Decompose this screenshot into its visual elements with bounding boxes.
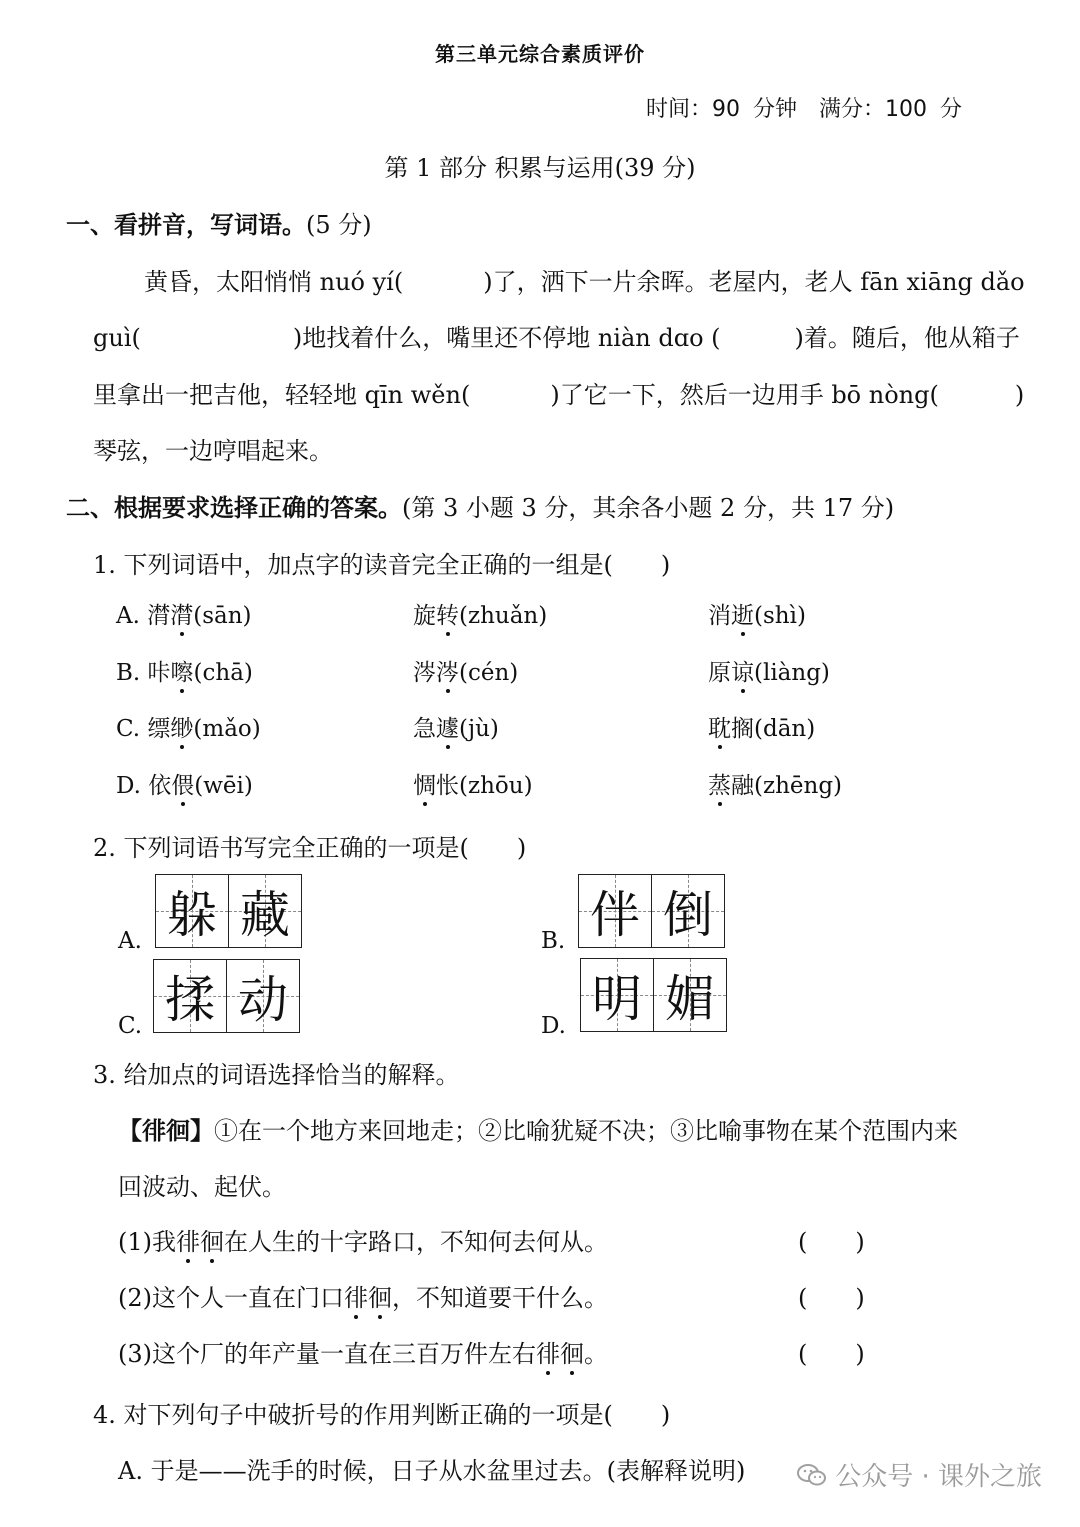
- q1-label: D.: [116, 773, 141, 799]
- q3-term: 【徘徊】: [118, 1117, 214, 1145]
- q3-dotted-char: 徘: [176, 1228, 200, 1256]
- q1-b-word2: [413, 654, 518, 687]
- q1-label: C.: [116, 716, 141, 742]
- q1-option-b[interactable]: [116, 654, 253, 687]
- q2-char: 动: [238, 971, 288, 1029]
- q1-dotted-char: 耽: [708, 716, 731, 742]
- exam-time-score: 时间：90 分钟 满分：100 分: [646, 97, 962, 122]
- s1-l2a: guì(: [93, 324, 141, 352]
- watermark-text: 公众号 · 课外之旅: [835, 1462, 1042, 1492]
- tianzige-cell: [581, 959, 653, 1031]
- q2-option-a-grid[interactable]: [155, 874, 302, 948]
- q1-pinyin: (chā): [193, 660, 253, 686]
- tianzige-cell: [228, 875, 301, 947]
- section2-heading: [66, 488, 894, 523]
- q1-pinyin: (cén): [459, 660, 519, 686]
- q1-char: 潸: [147, 603, 171, 629]
- s1-l2b: )地找着什么，嘴里还不停地 niàn dɑo (: [292, 324, 721, 352]
- q1-char: 依: [148, 773, 172, 799]
- q1-char: 旋: [413, 603, 436, 629]
- q1-pinyin: (mǎo): [193, 716, 261, 742]
- s1-l3b: )了它一下，然后一边用手 bō nòng(: [550, 381, 939, 409]
- q1-pinyin: (jù): [459, 716, 499, 742]
- q1-option-c[interactable]: [116, 710, 261, 743]
- q1-dotted-char: 潸: [170, 603, 194, 629]
- q1-a-word2: [413, 597, 547, 630]
- section1-line-3: [93, 375, 1024, 410]
- tianzige-cell: [156, 875, 228, 947]
- tianzige-cell: [226, 960, 299, 1032]
- q1-pinyin: (dān): [754, 716, 816, 742]
- q1-char: 搁: [731, 716, 754, 742]
- q1-dotted-char: 偎: [171, 773, 195, 799]
- s1-l1a: 黄昏，太阳悄悄 nuó yí(: [144, 268, 404, 296]
- q1-pinyin: (wēi): [194, 773, 253, 799]
- q1-c-word2: [413, 710, 499, 743]
- part1-title: 第 1 部分 积累与运用(39 分): [384, 154, 696, 182]
- q2-option-a-label[interactable]: A.: [118, 928, 142, 954]
- q1-pinyin: (zhuǎn): [459, 603, 548, 629]
- q2-char: 明: [592, 970, 642, 1028]
- section2-points: (第 3 小题 3 分，其余各小题 2 分，共 17 分): [402, 494, 895, 522]
- q2-char: 媚: [665, 970, 715, 1028]
- section1-heading-text: 一、看拼音，写词语。: [66, 211, 306, 239]
- q3-text: (1)我: [118, 1228, 176, 1256]
- q3-dotted-char: 徘: [344, 1284, 368, 1312]
- q3-definition-line-1: [118, 1111, 958, 1146]
- q1-dotted-char: 谅: [731, 660, 754, 686]
- q1-dotted-char: 转: [436, 603, 459, 629]
- s1-l1b: )了，洒下一片余晖。老屋内，老人 fān xiāng dǎo: [483, 268, 1025, 296]
- q3-def1: ①在一个地方来回地走；②比喻犹疑不决；③比喻事物在某个范围内来: [214, 1117, 958, 1145]
- q4-option-a[interactable]: A. 于是——洗手的时候，日子从水盆里过去。(表解释说明): [118, 1457, 746, 1485]
- q3-dotted-char: 徊: [368, 1284, 392, 1312]
- q3-item-2: [118, 1278, 608, 1313]
- q1-dotted-char: 蒸: [708, 773, 731, 799]
- q2-option-d-grid[interactable]: [580, 958, 727, 1032]
- s1-l3c: ): [1014, 381, 1025, 409]
- q2-char: 倒: [663, 886, 713, 944]
- q3-stem: 3. 给加点的词语选择恰当的解释。: [93, 1061, 460, 1089]
- q3-text: 在人生的十字路口，不知何去何从。: [224, 1228, 608, 1256]
- q1-label: B.: [116, 660, 141, 686]
- q3-text: ，不知道要干什么。: [392, 1284, 608, 1312]
- q1-char: 涔: [413, 660, 436, 686]
- q1-d-word2: [413, 767, 533, 800]
- q1-char: 融: [731, 773, 754, 799]
- wechat-icon: [797, 1463, 827, 1487]
- q4-stem: 4. 对下列句子中破折号的作用判断正确的一项是( ): [93, 1401, 671, 1429]
- q1-label: A.: [116, 603, 140, 629]
- q1-dotted-char: 涔: [436, 660, 459, 686]
- q2-stem: 2. 下列词语书写完全正确的一项是( ): [93, 834, 527, 862]
- q3-text: (2)这个人一直在门口: [118, 1284, 344, 1312]
- q1-dotted-char: 遽: [436, 716, 459, 742]
- tianzige-cell: [653, 959, 726, 1031]
- q1-pinyin: (shì): [754, 603, 806, 629]
- q1-option-d[interactable]: [116, 767, 253, 800]
- q2-option-b-label[interactable]: B.: [541, 928, 566, 954]
- q1-pinyin: (zhēng): [754, 773, 843, 799]
- q1-b-word3: [708, 654, 830, 687]
- q3-text: (3)这个厂的年产量一直在三百万件左右: [118, 1340, 536, 1368]
- q1-char: 急: [413, 716, 436, 742]
- q1-dotted-char: 惆: [413, 773, 436, 799]
- q3-item-1: [118, 1222, 608, 1257]
- q3-definition-line-2: 回波动、起伏。: [118, 1173, 286, 1201]
- watermark: [797, 1456, 1042, 1493]
- q1-char: 缥: [147, 716, 171, 742]
- q1-char: 怅: [436, 773, 459, 799]
- q2-char: 躲: [167, 886, 217, 944]
- q3-dotted-char: 徊: [560, 1340, 584, 1368]
- s1-l3a: 里拿出一把吉他，轻轻地 qīn wěn(: [93, 381, 471, 409]
- q1-a-word3: [708, 597, 806, 630]
- q2-option-c-label[interactable]: C.: [118, 1013, 143, 1039]
- q2-char: 伴: [590, 886, 640, 944]
- tianzige-cell: [579, 875, 651, 947]
- q3-answer-bracket-3[interactable]: ( ): [798, 1340, 865, 1368]
- q2-option-d-label[interactable]: D.: [541, 1013, 566, 1039]
- q2-option-b-grid[interactable]: [578, 874, 725, 948]
- section1-line-4: 琴弦，一边哼唱起来。: [93, 437, 333, 465]
- tianzige-cell: [154, 960, 226, 1032]
- q1-pinyin: (liàng): [754, 660, 830, 686]
- q3-dotted-char: 徊: [200, 1228, 224, 1256]
- q1-option-a[interactable]: [116, 597, 252, 630]
- q1-dotted-char: 嚓: [170, 660, 194, 686]
- q3-answer-bracket-1[interactable]: ( ): [798, 1228, 865, 1256]
- tianzige-cell: [651, 875, 724, 947]
- q1-pinyin: (zhōu): [459, 773, 533, 799]
- q1-stem: 1. 下列词语中，加点字的读音完全正确的一组是( ): [93, 551, 671, 579]
- exam-title: 第三单元综合素质评价: [435, 42, 645, 66]
- section1-line-2: [93, 318, 1020, 353]
- q1-dotted-char: 缈: [170, 716, 194, 742]
- q1-dotted-char: 逝: [731, 603, 754, 629]
- q2-char: 藏: [240, 886, 290, 944]
- s1-l2c: )着。随后，他从箱子: [794, 324, 1020, 352]
- section1-line-1: [144, 262, 1025, 297]
- q3-dotted-char: 徘: [536, 1340, 560, 1368]
- section1-points: (5 分): [306, 211, 372, 239]
- q1-char: 消: [708, 603, 731, 629]
- q1-char: 原: [708, 660, 731, 686]
- q2-char: 揉: [165, 971, 215, 1029]
- q1-char: 咔: [147, 660, 171, 686]
- section2-heading-text: 二、根据要求选择正确的答案。: [66, 494, 402, 522]
- section1-heading: [66, 205, 372, 240]
- q3-text: 。: [584, 1340, 608, 1368]
- q1-d-word3: [708, 767, 842, 800]
- q1-c-word3: [708, 710, 815, 743]
- q1-pinyin: (sān): [193, 603, 252, 629]
- q2-option-c-grid[interactable]: [153, 959, 300, 1033]
- q3-answer-bracket-2[interactable]: ( ): [798, 1284, 865, 1312]
- q3-item-3: [118, 1334, 608, 1369]
